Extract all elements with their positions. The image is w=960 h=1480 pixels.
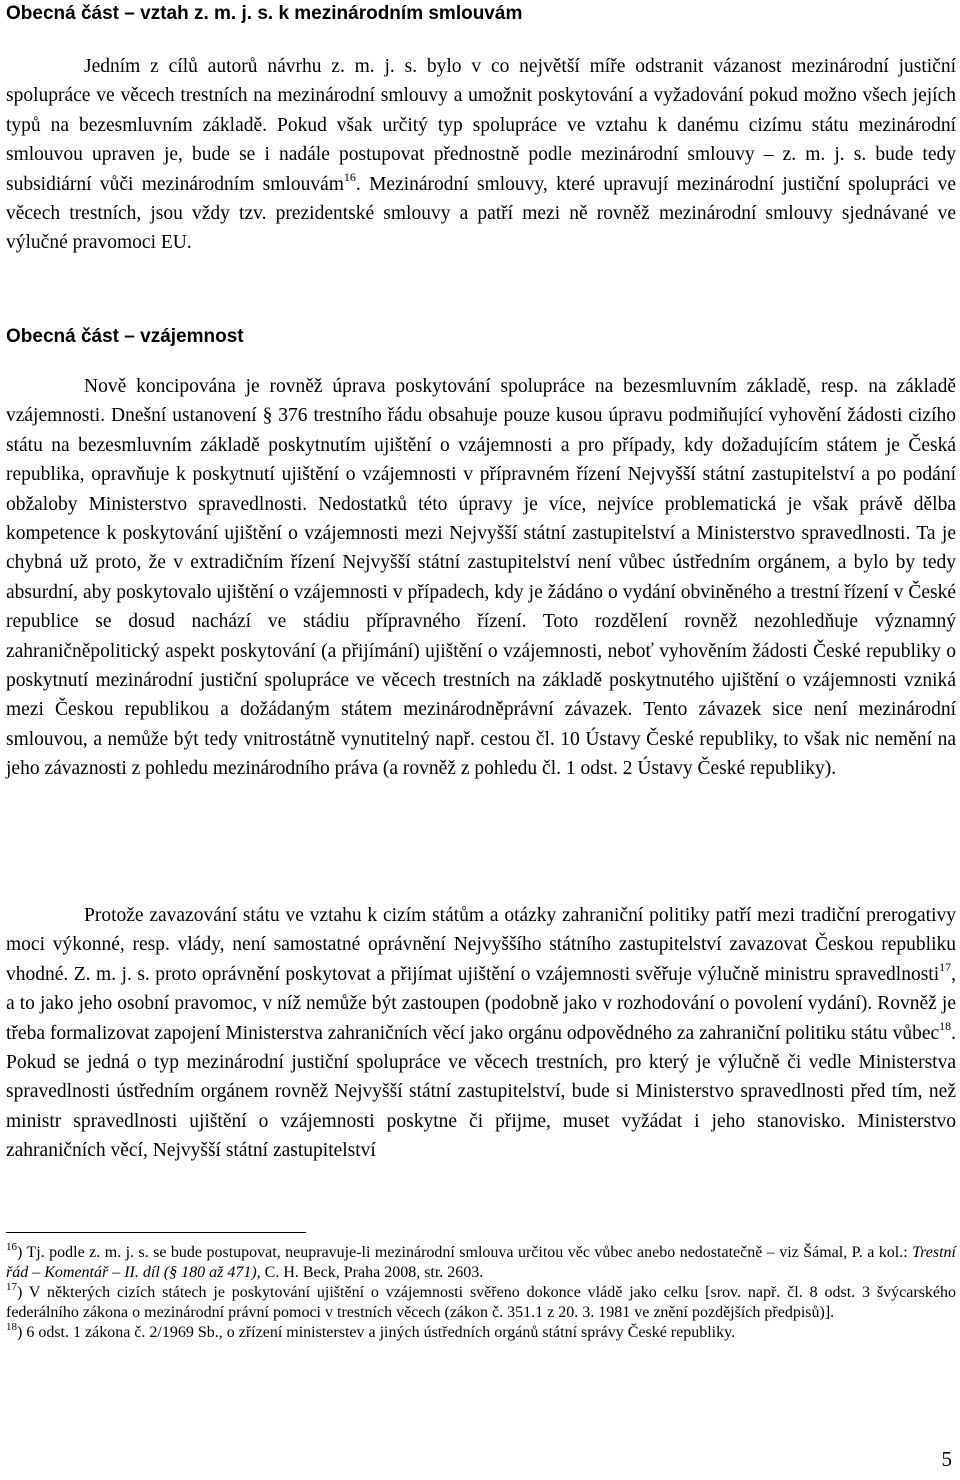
page-number: 5 <box>941 1447 952 1471</box>
paragraph-text: . Mezinárodní smlouvy, které upravují mezinárodní justiční spolupráci ve věcech trestních, jsou vždy tzv. prezidentské smlouvy a patří mezi ně rovněž mezinárodní smlouvy sjednávané ve výlučné pravomoci EU. <box>6 173 956 254</box>
section-heading-reciprocity: Obecná část – vzájemnost <box>6 326 244 347</box>
paragraph-treaties <box>6 52 956 258</box>
paragraph-text: Protože zavazování státu ve vztahu k cizím státům a otázky zahraniční politiky patří mezi tradiční prerogativy moci výkonné, resp. vlády, není samostatné oprávnění Nejvyššího státního zastupitelství zavazovat Českou republiku vhodné. Z. m. j. s. proto oprávnění poskytovat a přijímat ujištění o vzájemnosti svěřuje výlučně ministru spravedlnosti <box>6 905 956 985</box>
footnote-number: 16 <box>6 1241 17 1253</box>
footnote-ref-18[interactable]: 18 <box>939 1018 952 1033</box>
footnote-separator <box>6 1232 306 1233</box>
footnote-16 <box>6 1243 956 1282</box>
footnote-text: ) 6 odst. 1 zákona č. 2/1969 Sb., o zřízení ministerstev a jiných ústředních orgánů státní správy České republiky. <box>17 1324 736 1342</box>
paragraph-text: . Pokud se jedná o typ mezinárodní justiční spolupráce ve věcech trestních, pro který je výlučně či vedle Ministerstva spravedlnosti ústředním orgánem rovněž Nejvyšší státní zastupitelství, bude si Ministerstvo spravedlnosti před tím, než ministr spravedlnosti ujištění o vzájemnosti poskytne či přijme, muset vyžádat i jeho stanovisko. Ministerstvo zahraničních věcí, Nejvyšší státní zastupitelství <box>6 1022 956 1162</box>
footnote-ref-16[interactable]: 16 <box>343 169 356 184</box>
footnote-number: 17 <box>6 1281 17 1294</box>
footnote-text: ) Tj. podle z. m. j. s. se bude postupovat, neupravuje-li mezinárodní smlouva určitou věc vůbec anebo nedostatečně – viz Šámal, P. a kol.: <box>17 1244 913 1261</box>
footnote-ref-17[interactable]: 17 <box>939 959 952 974</box>
footnote-citation-title: Trestní řád – Komentář – II. díl (§ 180 až 471) <box>6 1244 956 1281</box>
footnote-number: 18 <box>6 1321 17 1334</box>
footnote-text: ) V některých cizích státech je poskytování ujištění o vzájemnosti svěřeno dokonce vládě jako celku [srov. např. čl. 8 odst. 3 švýcarského federálního zákona o mezinárodní právní pomoci v trestních věcech (zákon č. 351.1 z 20. 3. 1981 ve znění pozdějších předpisů)]. <box>6 1284 956 1321</box>
paragraph-reciprocity: Nově koncipována je rovněž úprava poskytování spolupráce na bezesmluvním základě, resp. na základě vzájemnosti. Dnešní ustanovení § 376 trestního řádu obsahuje pouze kusou úpravu podmiňující vyhovění žádosti cizího státu na bezesmluvním základě poskytnutím ujištění o vzájemnosti a pro případy, kdy dožadujícím státem je Česká republika, opravňuje k poskytnutí ujištění o vzájemnosti v přípravném řízení Nejvyšší státní zastupitelství a po podání obžaloby Ministerstvo spravedlnosti. Nedostatků této úpravy je více, nejvíce problematická je však právě dělba kompetence k poskytování ujištění o vzájemnosti mezi Nejvyšší státní zastupitelství a Ministerstvo spravedlnosti. Ta je chybná už proto, že v extradičním řízení Nejvyšší státní zastupitelství není vůbec ústředním orgánem, a bylo by tedy absurdní, aby poskytovalo ujištění o vzájemnosti v případech, kdy je žádáno o vydání obviněného a trestní řízení v České republice se dosud nachází ve stádiu přípravného řízení. Toto rozdělení rovněž nezohledňuje významný zahraničněpolitický aspekt poskytování (a přijímání) ujištění o vzájemnosti, neboť vyhověním žádosti České republiky o poskytnutí mezinárodní justiční spolupráce ve věcech trestních na základě poskytnutého ujištění o vzájemnosti vzniká mezi Českou republikou a dožádaným státem mezinárodněprávní závazek. Tento závazek sice není mezinárodní smlouvou, a nemůže být tedy vnitrostátně vynutitelný např. cestou čl. 10 Ústavy České republiky, to však nic nemění na jeho závaznosti z pohledu mezinárodního práva (a rovněž z pohledu čl. 1 odst. 2 Ústavy České republiky). <box>6 376 956 780</box>
section-heading-treaties: Obecná část – vztah z. m. j. s. k mezinárodním smlouvám <box>6 3 523 24</box>
paragraph-executive-power <box>6 901 956 1166</box>
footnote-text: , C. H. Beck, Praha 2008, str. 2603. <box>256 1263 484 1281</box>
paragraph-text: Jedním z cílů autorů návrhu z. m. j. s. bylo v co největší míře odstranit vázanost mezinárodní justiční spolupráce ve věcech trestních na mezinárodní smlouvy a umožnit poskytování a vyžadování pokud možno všech jejích typů na bezesmluvním základě. Pokud však určitý typ spolupráce ve vztahu k danému cizímu státu mezinárodní smlouvou upraven je, bude se i nadále postupovat přednostně podle mezinárodní smlouvy – z. m. j. s. bude tedy subsidiární vůči mezinárodním smlouvám <box>6 56 956 195</box>
footnotes <box>6 1243 956 1344</box>
footnote-18 <box>6 1323 956 1343</box>
footnote-17 <box>6 1283 956 1322</box>
paragraph-text: , a to jako jeho osobní pravomoc, v níž nemůže být zastoupen (podobně jako v rozhodování o povolení vydání). Rovněž je třeba formalizovat zapojení Ministerstva zahraničních věcí jako orgánu odpovědného za zahraniční politiku státu vůbec <box>6 963 956 1044</box>
